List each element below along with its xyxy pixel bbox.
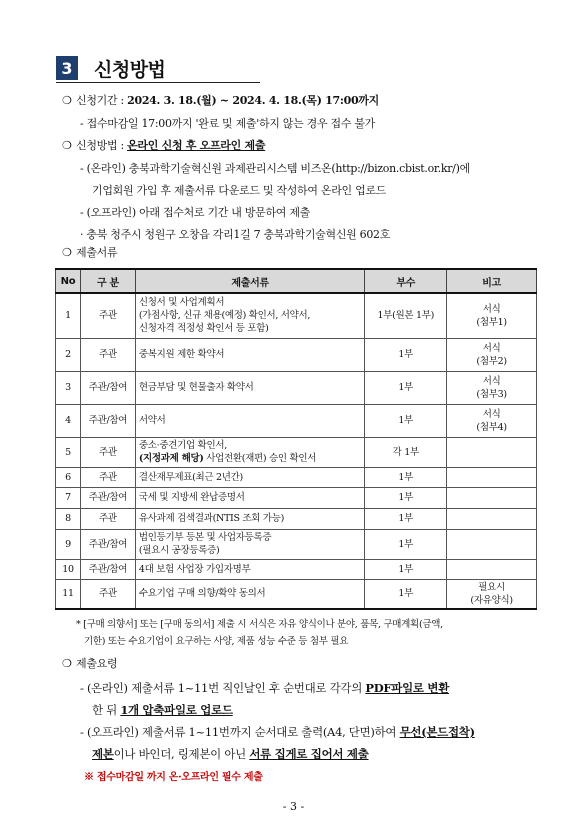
offline-line: - (오프라인) 아래 접수처로 기간 내 방문하여 제출	[80, 206, 310, 219]
table-row: 11 주관 수요기업 구매 의향/확약 동의서 1부 필요시 (자유양식)	[56, 579, 537, 609]
page-number: - 3 -	[282, 800, 305, 813]
section-header	[56, 54, 165, 82]
table-row: 5 주관 중소·중견기업 확인서, (지정과제 해당) 사업전환(재편) 승인 확인서 각 1부	[56, 437, 537, 467]
period-note: - 접수마감일 17:00까지 '완료 및 제출'하지 않는 경우 접수 불가	[80, 117, 376, 130]
table-row: 2 주관 중복지원 제한 확약서 1부 서식 (첨부2)	[56, 338, 537, 371]
method-line: ❍ 신청방법 : 온라인 신청 후 오프라인 제출	[62, 139, 266, 152]
docs-label-line: ❍ 제출서류	[62, 246, 118, 259]
section-underline	[56, 82, 260, 83]
table-header-row	[56, 269, 537, 293]
section-number: 3	[56, 56, 78, 80]
col-header-copies: 부수	[365, 269, 447, 293]
table-row: 6 주관 결산재무제표(최근 2년간) 1부	[56, 467, 537, 487]
col-header-no: No	[56, 269, 81, 293]
col-header-category: 구 분	[80, 269, 135, 293]
warning-notice: ※ 접수마감일 까지 온·오프라인 필수 제출	[84, 772, 263, 783]
circle-bullet-icon: ❍	[62, 246, 72, 259]
table-row: 7 주관/참여 국세 및 지방세 완납증명서 1부	[56, 487, 537, 508]
circle-bullet-icon: ❍	[62, 94, 72, 107]
submit-online-line-2: 한 뒤 1개 압축파일로 업로드	[92, 703, 233, 717]
online-line-2: 기업회원 가입 후 제출서류 다운로드 및 작성하여 온라인 업로드	[92, 184, 387, 197]
table-row: 10 주관/참여 4대 보험 사업장 가입자명부 1부	[56, 559, 537, 579]
address-line: · 충북 청주시 청원구 오창읍 각리1길 7 충북과학기술혁신원 602호	[80, 228, 391, 241]
circle-bullet-icon: ❍	[62, 657, 72, 670]
submit-online-line-1: - (온라인) 제출서류 1~11번 직인날인 후 순번대로 각각의 PDF파일로 변환	[80, 681, 450, 695]
table-row: 8 주관 유사과제 검색결과(NTIS 조회 가능) 1부	[56, 508, 537, 529]
col-header-document: 제출서류	[135, 269, 364, 293]
col-header-note: 비고	[447, 269, 537, 293]
section-title: 신청방법	[94, 58, 166, 81]
submit-offline-line-1: - (오프라인) 제출서류 1~11번까지 순서대로 출력(A4, 단면)하여 무선(본드접착)	[80, 725, 475, 739]
submit-label-line: ❍ 제출요령	[62, 657, 118, 670]
table-row: 1 주관 신청서 및 사업계획서 (가점사항, 신규 채용(예정) 확인서, 서약서, 신청자격 적정성 확인서 등 포함) 1부(원본 1부) 서식 (첨부1)	[56, 293, 537, 338]
submit-offline-line-2: 제본이나 바인더, 링제본이 아닌 서류 집게로 집어서 제출	[92, 747, 369, 761]
period-line: ❍ 신청기간 : 2024. 3. 18.(월) ~ 2024. 4. 18.(목) 17:00까지	[62, 94, 379, 107]
table-row: 9 주관/참여 법인등기부 등본 및 사업자등록증 (필요시 공장등록증) 1부	[56, 529, 537, 559]
online-line-1: - (온라인) 충북과학기술혁신원 과제관리시스템 비즈온(http://bizon.cbist.or.kr/)에	[80, 162, 470, 175]
circle-bullet-icon: ❍	[62, 139, 72, 152]
table-row: 3 주관/참여 현금부담 및 현물출자 확약서 1부 서식 (첨부3)	[56, 371, 537, 404]
table-row: 4 주관/참여 서약서 1부 서식 (첨부4)	[56, 404, 537, 437]
table-footnote: * [구매 의향서] 또는 [구매 동의서] 제출 시 서식은 자유 양식이나 분야, 품목, 구매계획(금액, 기한) 또는 수요기업이 요구하는 사양, 제품 성능 수준 등 첨부 필요	[76, 619, 443, 647]
documents-table	[55, 268, 537, 610]
